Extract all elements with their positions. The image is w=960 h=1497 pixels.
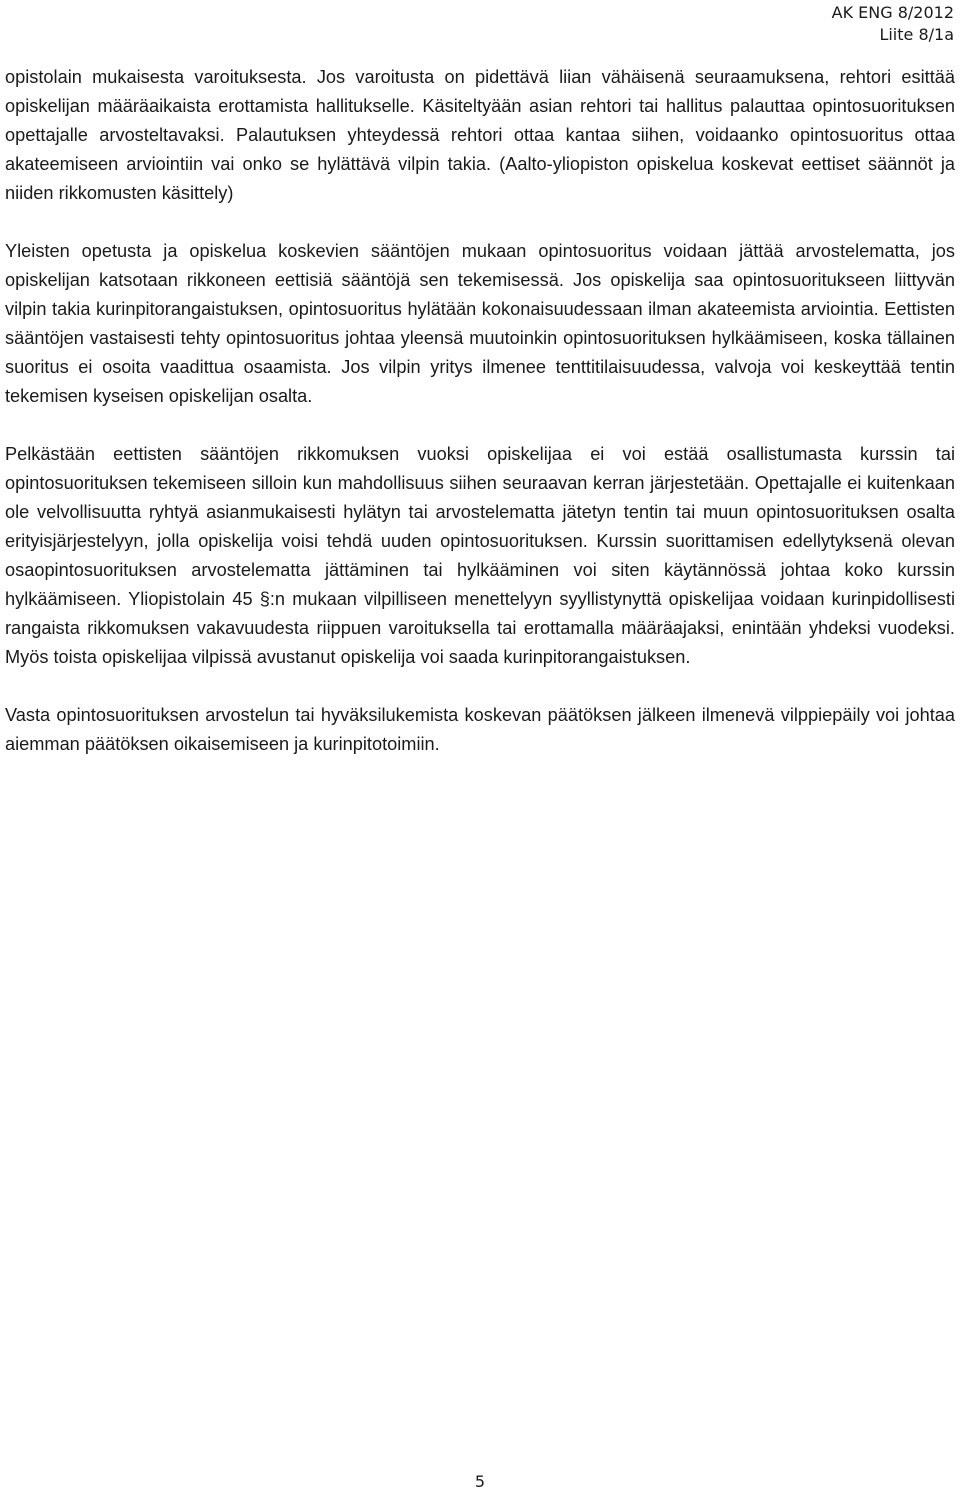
attachment-label: Liite 8/1a [879, 25, 954, 44]
paragraph-4: Vasta opintosuorituksen arvostelun tai hyväksilukemista koskevan päätöksen jälkeen ilmenevä vilppiepäily voi johtaa aiemman päätöksen oikaisemiseen ja kurinpitotoimiin. [5, 705, 955, 754]
paragraph-1: opistolain mukaisesta varoituksesta. Jos varoitusta on pidettävä liian vähäisenä seuraamuksena, rehtori esittää opiskelijan määräaikaista erottamista hallitukselle. Käsiteltyään asian rehtori tai hallitus palauttaa opintosuorituksen opettajalle arvosteltavaksi. Palautuksen yhteydessä rehtori ottaa kantaa siihen, voidaanko opintosuoritus ottaa akateemiseen arviointiin vai onko se hylättävä vilpin takia. (Aalto-yliopiston opiskelua koskevat eettiset säännöt ja niiden rikkomusten käsittely) [5, 67, 955, 203]
paragraph-3: Pelkästään eettisten sääntöjen rikkomuksen vuoksi opiskelijaa ei voi estää osallistumasta kurssin tai opintosuorituksen tekemiseen silloin kun mahdollisuus siihen seuraavan kerran järjestetään. Opettajalle ei kuitenkaan ole velvollisuutta ryhtyä asianmukaisesti hylätyn tai arvostelematta jätetyn tentin tai muun opintosuorituksen osalta erityisjärjestelyyn, jolla opiskelija voisi tehdä uuden opintosuorituksen. Kurssin suorittamisen edellytyksenä olevan osaopintosuorituksen arvostelematta jättäminen tai hylkääminen voi siten käytännössä johtaa koko kurssin hylkäämiseen. Yliopistolain 45 §:n mukaan vilpilliseen menettelyyn syyllistynyttä opiskelijaa voidaan kurinpidollisesti rangaista rikkomuksen vakavuudesta riippuen varoituksella tai erottamalla määräajaksi, enintään yhdeksi vuodeksi. Myös toista opiskelijaa vilpissä avustanut opiskelija voi saada kurinpitorangaistuksen. [5, 444, 955, 667]
document-body [5, 63, 955, 788]
page-header [832, 2, 954, 46]
document-reference: AK ENG 8/2012 [831, 3, 954, 22]
page-number: 5 [474, 1472, 486, 1491]
paragraph-2: Yleisten opetusta ja opiskelua koskevien sääntöjen mukaan opintosuoritus voidaan jättää arvostelematta, jos opiskelijan katsotaan rikkoneen eettisiä sääntöjä sen tekemisessä. Jos opiskelija saa opintosuoritukseen liittyvän vilpin takia kurinpitorangaistuksen, opintosuoritus hylätään kokonaisuudessaan ilman akateemista arviointia. Eettisten sääntöjen vastaisesti tehty opintosuoritus johtaa yleensä muutoinkin opintosuorituksen hylkäämiseen, koska tällainen suoritus ei osoita vaadittua osaamista. Jos vilpin yritys ilmenee tenttitilaisuudessa, valvoja voi keskeyttää tentin tekemisen kyseisen opiskelijan osalta. [5, 241, 955, 406]
